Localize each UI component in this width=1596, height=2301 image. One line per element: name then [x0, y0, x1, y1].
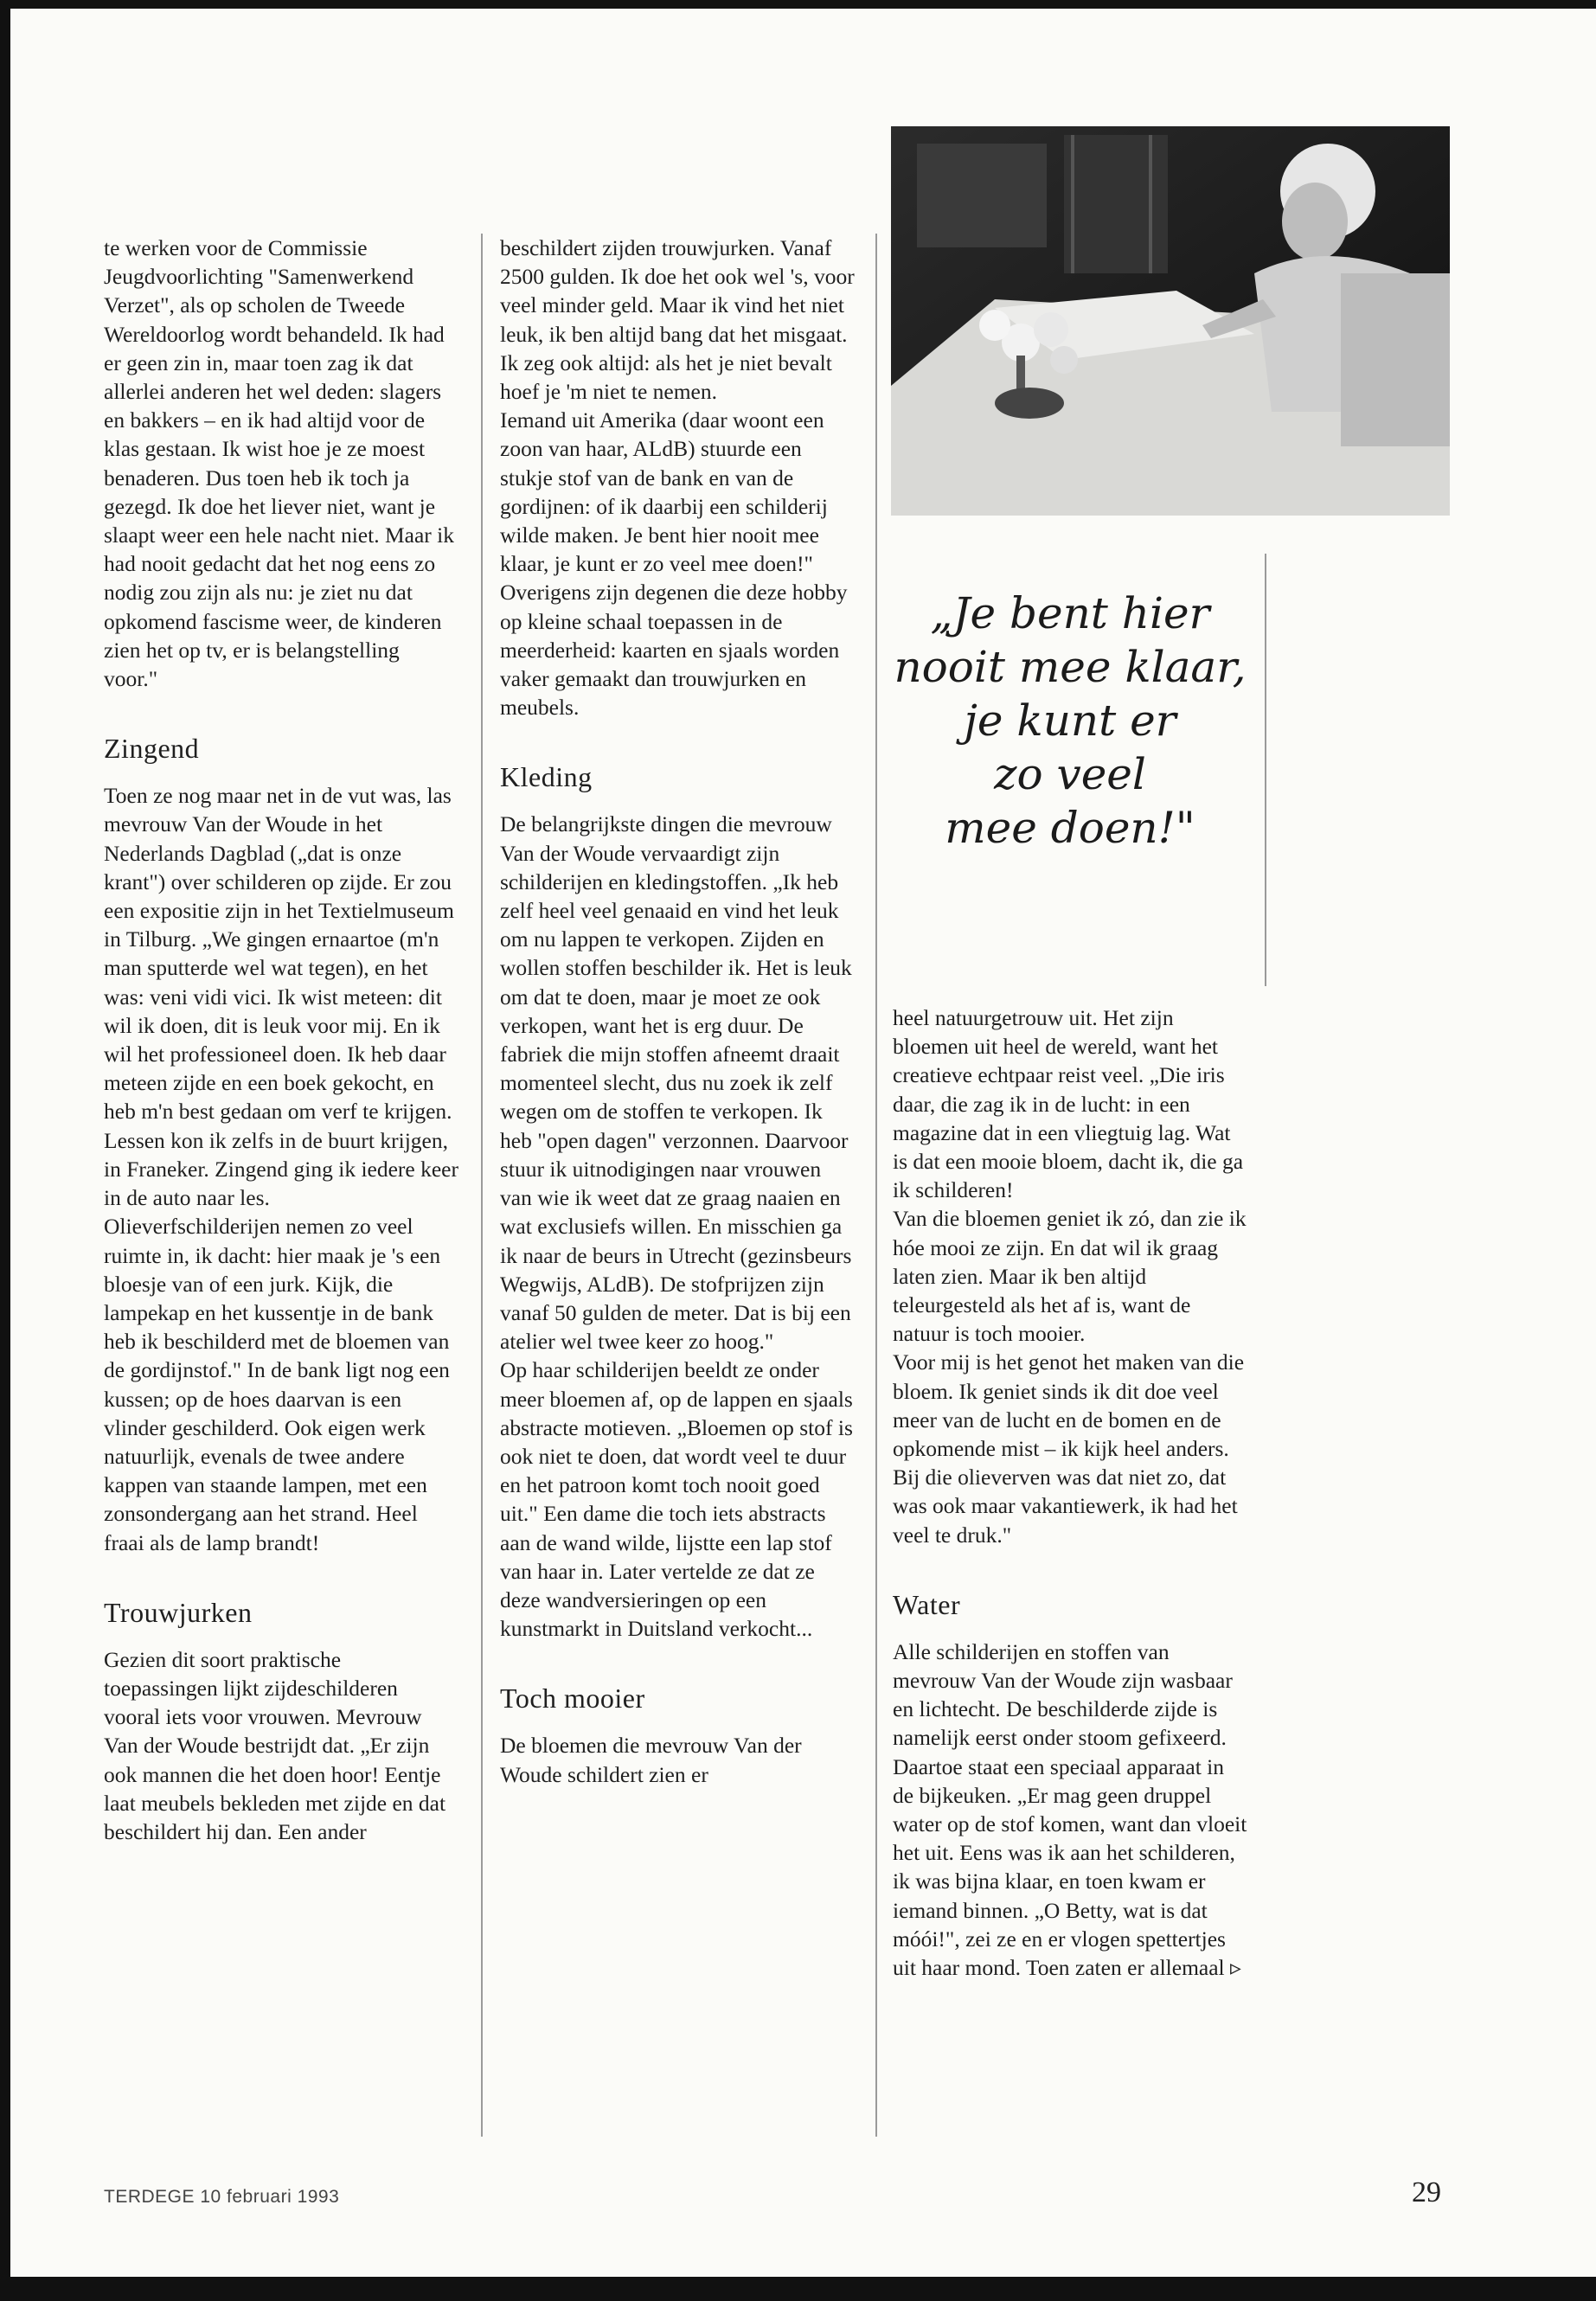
paragraph: Gezien dit soort praktische toepassingen lijkt zijdeschilderen vooral iets voor vrouwen. Mevrouw Van der Woude bestrijdt dat. „Er zijn ook mannen die het doen hoor! Eentje laat meubels bekleden met zijde en dat beschildert hij dan. Een ander — [104, 1646, 446, 1844]
article-column-1 — [104, 234, 458, 1846]
quote-line: zo veel — [994, 749, 1146, 799]
paragraph: Toen ze nog maar net in de vut was, las mevrouw Van der Woude in het Nederlands Dagblad („dat is onze krant") over schilderen op zijde. Er zou een expositie zijn in het Textielmuseum in Tilburg. „We gingen ernaartoe (m'n man sputterde wel wat tegen), en het was: veni vidi vici. Ik wist meteen: dit wil ik doen, dit is leuk voor mij. En ik wil het professioneel doen. Ik heb daar meteen zijde en een boek gekocht, en heb m'n best gedaan om verf te krijgen. Lessen kon ik zelfs in de buurt krijgen, in Franeker. Zingend ging ik iedere keer in de auto naar les. — [104, 783, 458, 1211]
paragraph: Van die bloemen geniet ik zó, dan zie ik hóe mooi ze zijn. En dat wil ik graag laten zien. Maar ik ben altijd teleurgesteld als het af is, want de natuur is toch mooier. — [893, 1206, 1247, 1347]
article-column-3 — [893, 1003, 1247, 1982]
article-photo — [891, 126, 1450, 516]
paragraph: De bloemen die mevrouw Van der Woude schildert zien er — [500, 1733, 802, 1787]
paragraph: Voor mij is het genot het maken van die bloem. Ik geniet sinds ik dit doe veel meer van de lucht en de bomen en de opkomende mist – ik kijk heel anders. Bij die olieverven was dat niet zo, dat was ook maar vakantiewerk, ik had het veel te druk." — [893, 1349, 1245, 1548]
paragraph: Overigens zijn degenen die deze hobby op kleine schaal toepassen in de meerderheid: kaarten en sjaals worden vaker gemaakt dan trouwjurken en meubels. — [500, 580, 848, 721]
paragraph: De belangrijkste dingen die mevrouw Van der Woude vervaardigt zijn schilderijen en kledingstoffen. „Ik heb zelf heel veel genaaid en vind het leuk om nu lappen te verkopen. Zijden en wollen stoffen beschilder ik. Het is leuk om dat te doen, maar je moet ze ook verkopen, want het is erg duur. De fabriek die mijn stoffen afneemt draait momenteel slecht, dus nu zoek ik zelf wegen om de stoffen te verkopen. Ik heb "open dagen" verzonnen. Daarvoor stuur ik uitnodigingen naar vrouwen van wie ik weet dat ze graag naaien en wat exclusiefs willen. En misschien ga ik naar de beurs in Utrecht (gezinsbeurs Wegwijs, ALdB). De stofprijzen zijn vanaf 50 gulden de meter. Dat is bij een atelier wel twee keer zo hoog." — [500, 811, 852, 1355]
footer-magazine-date: TERDEGE 10 februari 1993 — [104, 2187, 340, 2207]
quote-line: mee doen!" — [945, 803, 1195, 853]
quote-line: je kunt er — [964, 695, 1176, 746]
quote-line: nooit mee klaar, — [894, 642, 1247, 692]
scan-border-left — [0, 0, 10, 2301]
quote-line: „Je bent hier — [930, 588, 1210, 638]
subheading-trouwjurken: Trouwjurken — [104, 1596, 253, 1628]
scan-border-top — [0, 0, 1596, 9]
paragraph: Alle schilderijen en stoffen van mevrouw Van der Woude zijn wasbaar en lichtecht. De beschilderde zijde is namelijk eerst onder stoom gefixeerd. Daartoe staat een speciaal apparaat in de bijkeuken. „Er mag geen druppel water op de stof komen, want dan vloeit het uit. Eens was ik aan het schilderen, ik was bijna klaar, en toen kwam er iemand binnen. „O Betty, wat is dat móói!", zei ze en er vlogen spettertjes uit haar mond. Toen zaten er allemaal ▹ — [893, 1638, 1247, 1981]
column-rule — [875, 234, 877, 2137]
page-number: 29 — [1412, 2176, 1441, 2208]
scan-border-bottom — [0, 2277, 1596, 2301]
subheading-zingend: Zingend — [104, 733, 200, 765]
column-rule — [481, 234, 483, 2137]
pull-quote — [893, 586, 1247, 855]
article-column-2 — [500, 234, 855, 1789]
paragraph: Olieverfschilderijen nemen zo veel ruimte in, ik dacht: hier maak je 's een bloesje van of een jurk. Kijk, die lampekap en het kussentje in de bank heb ik beschilderd met de bloemen van de gordijnstof." In de bank ligt nog een kussen; op de hoes daarvan is een vlinder geschilderd. Ook eigen werk natuurlijk, evenals de twee andere kappen van staande lampen, met een zonsondergang aan het strand. Heel fraai als de lamp brandt! — [104, 1214, 450, 1555]
paragraph: heel natuurgetrouw uit. Het zijn bloemen uit heel de wereld, want het creatieve echtpaar reist veel. „Die iris daar, die zag ik in de lucht: in een magazine dat in een vliegtuig lag. Wat is dat een mooie bloem, dacht ik, die ga ik schilderen! — [893, 1005, 1244, 1203]
subheading-kleding: Kleding — [500, 761, 593, 793]
subheading-water: Water — [893, 1588, 961, 1620]
paragraph: te werken voor de Commissie Jeugdvoorlichting "Samenwerkend Verzet", als op scholen de Tweede Wereldoorlog wordt behandeld. Ik had er geen zin in, maar toen zag ik dat allerlei anderen het wel deden: slagers en bakkers – en ik had altijd voor de klas gestaan. Ik wist hoe je ze moest benaderen. Dus toen heb ik toch ja gezegd. Ik doe het liever niet, want je slaapt weer een hele nacht niet. Maar ik had nooit gedacht dat het nog eens zo nodig zou zijn als nu: je ziet nu dat opkomend fascisme weer, de kinderen zien het op tv, er is belangstelling voor." — [104, 235, 454, 692]
paragraph: Iemand uit Amerika (daar woont een zoon van haar, ALdB) stuurde een stukje stof van de bank en van de gordijnen: of ik daarbij een schilderij wilde maken. Je bent hier nooit mee klaar, je kunt er zo veel mee doen!" — [500, 407, 828, 577]
quote-rule — [1265, 554, 1266, 986]
photo-woman-painting-icon — [891, 126, 1450, 516]
paragraph: Op haar schilderijen beeldt ze onder meer bloemen af, op de lappen en sjaals abstracte motieven. „Bloemen op stof is ook niet te doen, dat wordt veel te duur en het patroon komt toch nooit goed uit." Een dame die toch iets abstracts aan de wand wilde, lijstte een lap stof van haar in. Later vertelde ze dat ze deze wandversieringen op een kunstmarkt in Duitsland verkocht... — [500, 1357, 853, 1642]
paragraph: beschildert zijden trouwjurken. Vanaf 2500 gulden. Ik doe het ook wel 's, voor veel minder geld. Maar ik vind het niet leuk, ik ben altijd bang dat het misgaat. Ik zeg ook altijd: als het je niet bevalt hoef je 'm niet te nemen. — [500, 235, 855, 405]
subheading-toch-mooier: Toch mooier — [500, 1682, 645, 1715]
